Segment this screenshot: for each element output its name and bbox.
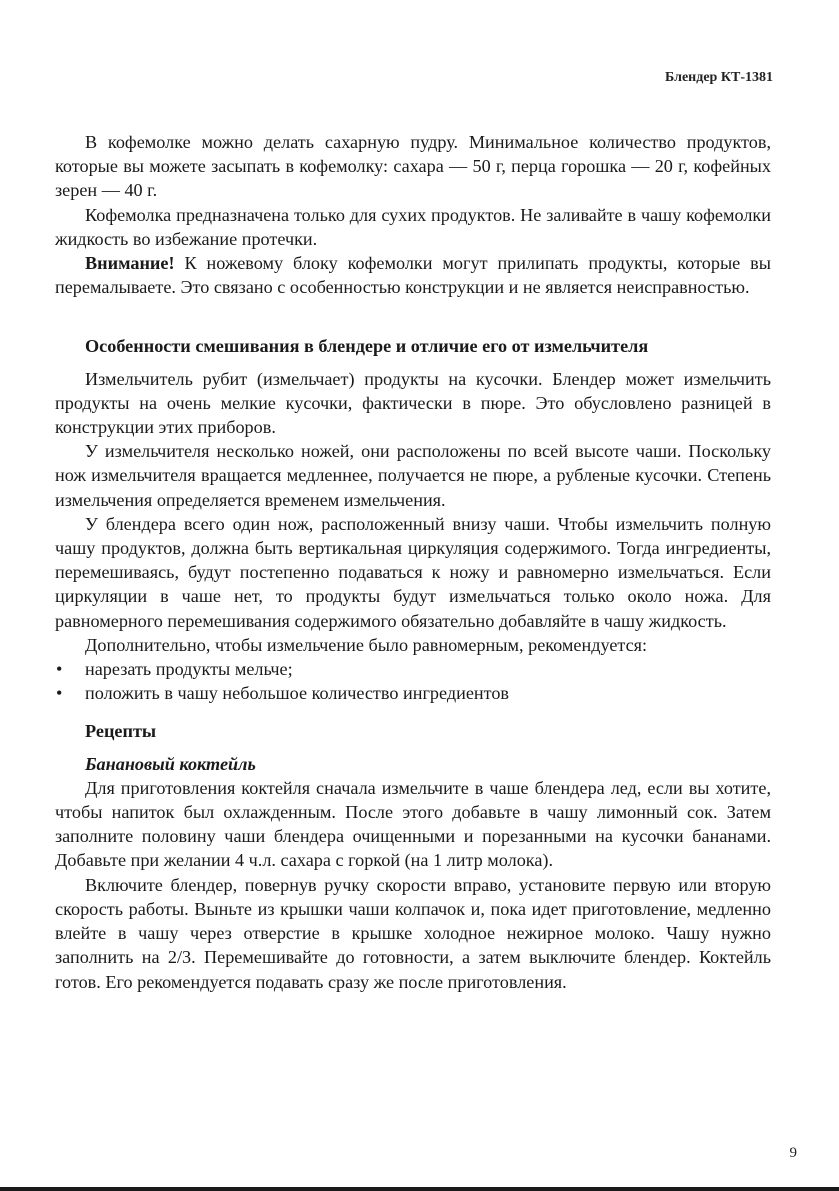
running-header: Блендер КТ-1381 (665, 70, 773, 85)
list-item (55, 657, 771, 681)
warning-label: Внимание! (85, 253, 175, 274)
list-item (55, 681, 771, 705)
section-heading-recipes: Рецепты (85, 721, 157, 742)
page-number: 9 (789, 1145, 797, 1161)
list-item-text: нарезать продукты мельче; (85, 659, 293, 680)
intro-paragraph-2: Кофемолка предназначена только для сухих продуктов. Не заливайте в чашу кофемолки жидкость во избежание протечки. (55, 204, 771, 249)
blending-paragraph-4: Дополнительно, чтобы измельчение было равномерным, рекомендуется: (85, 634, 648, 655)
list-item-text: положить в чашу небольшое количество ингредиентов (85, 683, 510, 704)
intro-paragraph-3 (55, 251, 771, 299)
warning-text: К ножевому блоку кофемолки могут прилипать продукты, которые вы перемалываете. Это связано с особенностью конструкции и не является неисправностью. (55, 253, 771, 298)
recipe-paragraph-1: Для приготовления коктейля сначала измельчите в чаше блендера лед, если вы хотите, чтобы напиток был охлажденным. После этого добавьте в чашу лимонный сок. Затем заполните половину чаши блендера очищенными и порезанными на кусочки бананами. Добавьте при желании 4 ч.л. сахара с горкой (на 1 литр молока). (55, 777, 771, 871)
blending-paragraph-1: Измельчитель рубит (измельчает) продукты на кусочки. Блендер может измельчить продукты на очень мелкие кусочки, фактически в пюре. Это обусловлено разницей в конструкции этих приборов. (55, 368, 771, 438)
bullet-marker: • (56, 659, 63, 680)
page-body (55, 130, 771, 994)
blending-paragraph-2: У измельчителя несколько ножей, они расположены по всей высоте чаши. Поскольку нож измельчителя вращается медленнее, получается не пюре, а рубленые кусочки. Степень измельчения определяется временем измельчения. (55, 441, 771, 510)
recommendations-list (55, 657, 771, 705)
bullet-marker: • (56, 683, 63, 704)
section-heading-blending: Особенности смешивания в блендере и отличие его от измельчителя (85, 336, 649, 357)
intro-paragraph-1: В кофемолке можно делать сахарную пудру. Минимальное количество продуктов, которые вы можете засыпать в кофемолку: сахара — 50 г, перца горошка — 20 г, кофейных зерен — 40 г. (55, 132, 771, 201)
recipe-title: Банановый коктейль (85, 753, 256, 774)
recipe-paragraph-2: Включите блендер, повернув ручку скорости вправо, установите первую или вторую скорость работы. Выньте из крышки чаши колпачок и, пока идет приготовление, медленно влейте в чашу через отверстие в крышке холодное нежирное молоко. Чашу нужно заполнить на 2/3. Перемешивайте до готовности, а затем выключите блендер. Коктейль готов. Его рекомендуется подавать сразу же после приготовления. (55, 874, 771, 992)
blending-paragraph-3: У блендера всего один нож, расположенный внизу чаши. Чтобы измельчить полную чашу продуктов, должна быть вертикальная циркуляция содержимого. Тогда ингредиенты, перемешиваясь, будут постепенно подаваться к ножу и равномерно измельчаться. Если циркуляции в чаше нет, то продукты будут измельчаться только около ножа. Для равномерного перемешивания содержимого обязательно добавляйте в чашу жидкость. (55, 513, 771, 631)
bottom-rule (0, 1187, 839, 1191)
